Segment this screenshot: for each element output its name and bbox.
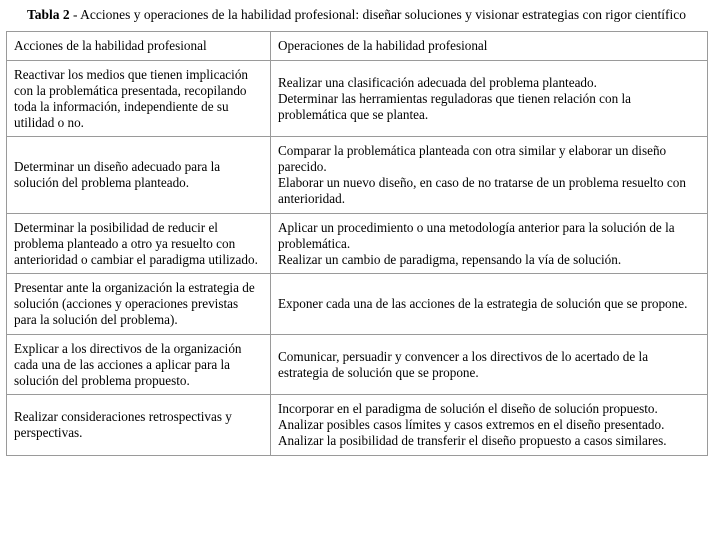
operation-line: Analizar la posibilidad de transferir el diseño propuesto a casos similares. [278, 433, 667, 449]
table-header-operations: Operaciones de la habilidad profesional [271, 32, 708, 61]
table-caption [6, 6, 707, 23]
cell-operations [271, 213, 708, 274]
table-row [7, 61, 708, 137]
operation-line: Analizar posibles casos límites y casos extremos en el diseño presentado. [278, 417, 665, 433]
table-row [7, 395, 708, 456]
operation-line: Aplicar un procedimiento o una metodología anterior para la solución de la problemática. [278, 219, 675, 251]
operation-line: Elaborar un nuevo diseño, en caso de no tratarse de un problema resuelto con anterioridad. [278, 175, 686, 207]
operation-line: Exponer cada una de las acciones de la estrategia de solución que se propone. [278, 296, 688, 312]
table-row [7, 137, 708, 213]
cell-operations [271, 61, 708, 137]
table-row [7, 213, 708, 274]
operation-line: Comparar la problemática planteada con otra similar y elaborar un diseño parecido. [278, 143, 667, 175]
cell-operations [271, 395, 708, 456]
cell-action: Reactivar los medios que tienen implicación con la problemática presentada, recopilando toda la información, independiente de su utilidad o no. [7, 61, 271, 137]
cell-operations [271, 274, 708, 335]
cell-action: Determinar la posibilidad de reducir el problema planteado a otro ya resuelto con anterioridad o cambiar el paradigma utilizado. [7, 213, 271, 274]
operation-line: Realizar un cambio de paradigma, repensando la vía de solución. [278, 251, 622, 267]
operation-line: Incorporar en el paradigma de solución el diseño de solución propuesto. [278, 401, 658, 417]
cell-action: Realizar consideraciones retrospectivas y perspectivas. [7, 395, 271, 456]
table-caption-label: Tabla 2 [27, 7, 70, 22]
cell-operations [271, 137, 708, 213]
operation-line: Comunicar, persuadir y convencer a los directivos de lo acertado de la estrategia de solución que se propone. [278, 348, 649, 380]
table-caption-text: - Acciones y operaciones de la habilidad profesional: diseñar soluciones y visionar estrategias con rigor científico [69, 7, 686, 22]
cell-operations [271, 334, 708, 395]
table-header-actions: Acciones de la habilidad profesional [7, 32, 271, 61]
cell-action: Determinar un diseño adecuado para la solución del problema planteado. [7, 137, 271, 213]
table-row [7, 334, 708, 395]
cell-action: Presentar ante la organización la estrategia de solución (acciones y operaciones previstas para la solución del problema). [7, 274, 271, 335]
operation-line: Determinar las herramientas reguladoras que tienen relación con la problemática que se plantea. [278, 90, 631, 122]
cell-action: Explicar a los directivos de la organización cada una de las acciones a aplicar para la solución del problema propuesto. [7, 334, 271, 395]
operation-line: Realizar una clasificación adecuada del problema planteado. [278, 75, 597, 91]
table-header-row [7, 32, 708, 61]
table-row [7, 274, 708, 335]
abilities-table [6, 31, 708, 456]
